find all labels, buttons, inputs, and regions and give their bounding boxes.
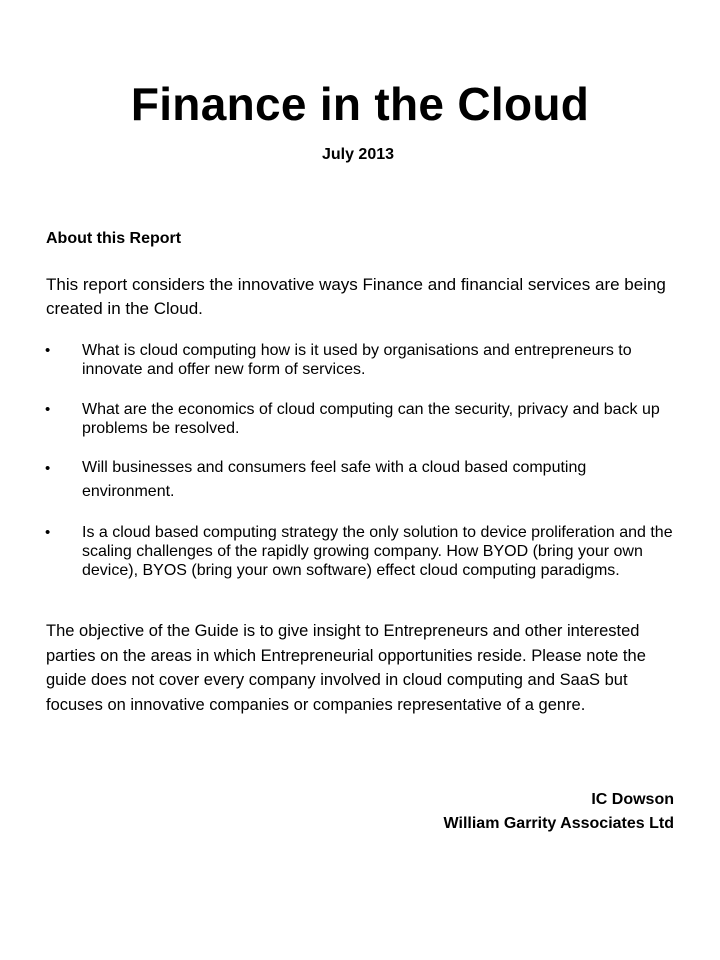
author-name: IC Dowson (591, 791, 674, 808)
list-item-text: What is cloud computing how is it used by organisations and entrepreneurs to innovate and offer new form of services. (82, 342, 632, 378)
page-title: Finance in the Cloud (130, 78, 590, 130)
bullet-icon: • (45, 342, 51, 359)
list-item-text: What are the economics of cloud computing can the security, privacy and back up problems be resolved. (82, 401, 660, 437)
report-date: July 2013 (321, 146, 395, 163)
bullet-icon: • (45, 401, 51, 418)
closing-paragraph: The objective of the Guide is to give insight to Entrepreneurs and other interested parties on the areas in which Entrepreneurial opportunities reside. Please note the guide does not cover every company involved in cloud computing and SaaS but focuses on innovative companies or companies representative of a genre. (46, 622, 646, 714)
list-item-text: Will businesses and consumers feel safe with a cloud based computing environment. (82, 459, 587, 500)
organisation-name: William Garrity Associates Ltd (443, 815, 674, 832)
signature-block (444, 788, 674, 836)
section-heading: About this Report (46, 230, 182, 247)
intro-paragraph: This report considers the innovative ways Finance and financial services are being created in the Cloud. (46, 275, 666, 318)
bullet-icon: • (45, 460, 51, 477)
bullet-icon: • (45, 524, 51, 541)
list-item-text: Is a cloud based computing strategy the only solution to device proliferation and the scaling challenges of the rapidly growing company. How BYOD (bring your own device), BYOS (bring your own software) effect cloud computing paradigms. (82, 524, 673, 579)
